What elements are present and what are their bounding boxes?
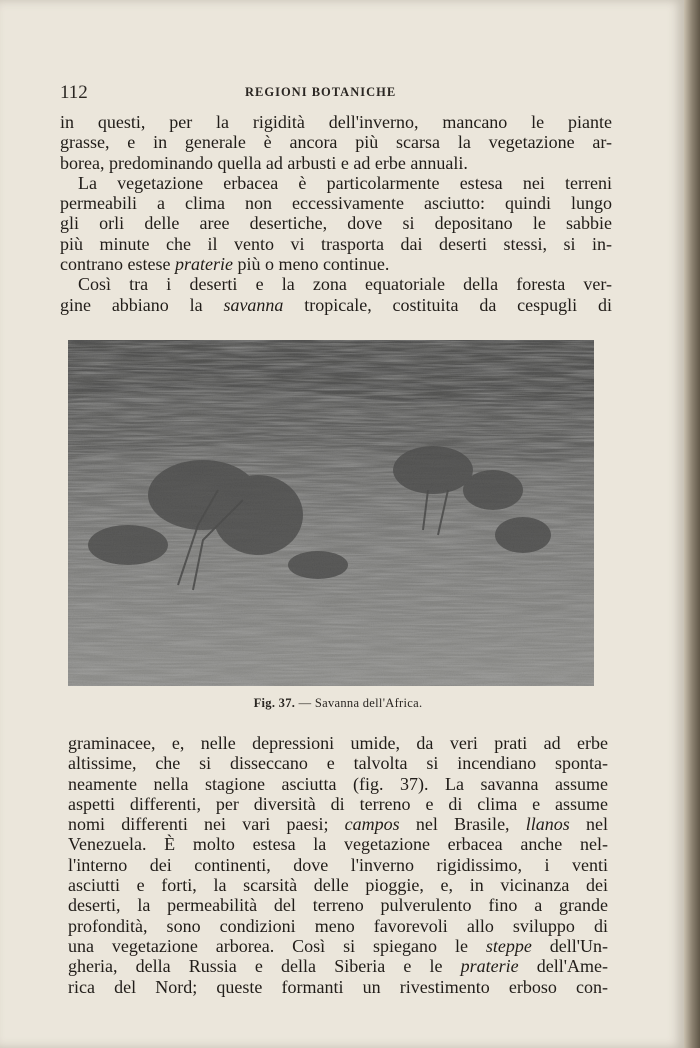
text-line: altissime, che si disseccano e talvolta si incendiano sponta- [68,753,608,774]
running-title: REGIONI BOTANICHE [245,85,397,99]
figure-caption-text: — Savanna dell'Africa. [298,696,423,710]
page-edge [684,0,700,1048]
text-line: profondità, sono condizioni meno favorevoli allo sviluppo di [68,915,608,936]
savanna-photo [68,340,594,686]
text-line: gine abbiano la savanna tropicale, costituita da cespugli di [60,294,612,315]
page-header [60,82,610,102]
text-line: Così tra i deserti e la zona equatoriale della foresta ver- [78,274,612,295]
text-line: permeabili a clima non eccessivamente asciutto: quindi lungo [60,193,612,214]
text-line: l'interno dei continenti, dove l'inverno rigidissimo, i venti [68,854,608,875]
text-line: borea, predominando quella ad arbusti e ad erbe annuali. [60,152,468,173]
text-line: graminacee, e, nelle depressioni umide, da veri prati ad erbe [68,733,608,753]
figure-label: Fig. 37. [253,696,296,710]
text-line: rica del Nord; queste formanti un rivestimento erboso con- [68,976,608,997]
text-line: La vegetazione erbacea è particolarmente estesa nei terreni [78,172,612,193]
text-line: Venezuela. È molto estesa la vegetazione erbacea anche nel- [68,834,608,855]
text-block-bottom [68,733,608,997]
text-line: contrano estese praterie più o meno continue. [60,254,390,275]
text-line: più minute che il vento vi trasporta dai deserti stessi, si in- [60,233,612,254]
text-line: una vegetazione arborea. Così si spiegano le steppe dell'Un- [68,935,608,956]
text-line: deserti, la permeabilità del terreno pulverulento fino a grande [68,895,608,916]
text-line: asciutti e forti, la scarsità delle pioggie, e, in vicinanza dei [68,875,608,896]
text-block-top [60,112,612,315]
page-number: 112 [60,82,88,103]
text-line: in questi, per la rigidità dell'inverno, mancano le piante [60,112,612,132]
figure-caption [68,696,608,711]
text-line: grasse, e in generale è ancora più scarsa la vegetazione ar- [60,132,612,153]
text-line: aspetti differenti, per diversità di terreno e di clima e assume [68,793,608,814]
text-line: neamente nella stagione asciutta (fig. 37). La savanna assume [68,773,608,794]
text-line: nomi differenti nei vari paesi; campos nel Brasile, llanos nel [68,814,608,835]
text-line: gli orli delle aree desertiche, dove si depositano le sabbie [60,213,612,234]
text-line: gheria, della Russia e della Siberia e le praterie dell'Ame- [68,956,608,977]
